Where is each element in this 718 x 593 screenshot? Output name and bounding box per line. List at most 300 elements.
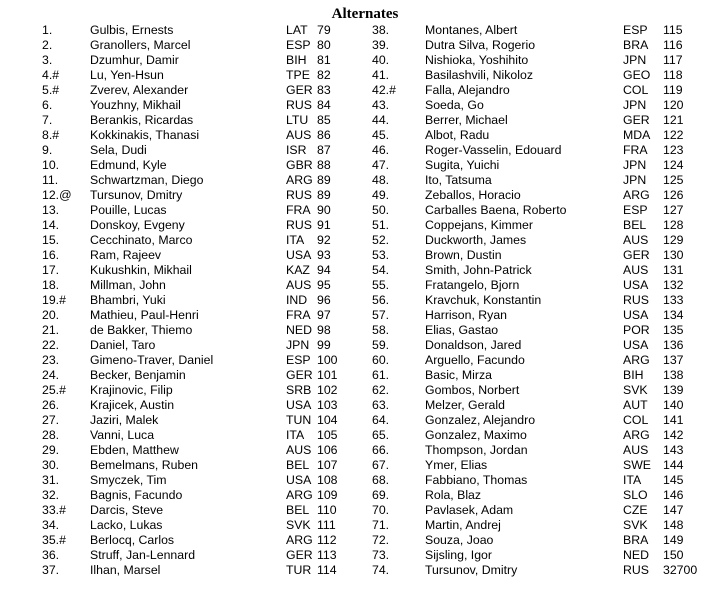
entry-number: 32. [42,488,60,502]
country-code: GER [623,248,650,262]
table-row [4,413,703,428]
ranking: 128 [663,218,684,232]
table-row [4,518,703,533]
country-code: ESP [286,38,311,52]
country-code: GER [286,548,313,562]
country-code: USA [286,248,312,262]
table-row [4,443,703,458]
country-code: RUS [286,218,312,232]
player-name: Ito, Tatsuma [425,173,492,187]
ranking: 94 [317,263,331,277]
entry-number: 22. [42,338,60,352]
country-code: ARG [286,173,313,187]
player-name: Vanni, Luca [90,428,155,442]
country-code: BIH [286,53,307,67]
player-name: Basilashvili, Nikoloz [425,68,533,82]
entry-number: 35.# [42,533,66,547]
table-row [4,98,703,113]
entry-number: 68. [372,473,390,487]
country-code: BIH [623,368,644,382]
country-code: AUS [286,443,312,457]
player-name: Ilhan, Marsel [90,563,161,577]
entry-number: 67. [372,458,390,472]
ranking: 99 [317,338,331,352]
country-code: JPN [623,173,647,187]
player-name: Krajinovic, Filip [90,383,173,397]
entry-number: 58. [372,323,390,337]
ranking: 110 [317,503,337,517]
entry-number: 43. [372,98,390,112]
ranking: 105 [317,428,338,442]
ranking: 91 [317,218,331,232]
ranking: 148 [663,518,684,532]
country-code: JPN [286,338,310,352]
player-name: Edmund, Kyle [90,158,167,172]
ranking: 132 [663,278,684,292]
table-row [4,428,703,443]
ranking: 134 [663,308,684,322]
player-name: Smyczek, Tim [90,473,167,487]
ranking: 113 [317,548,337,562]
player-name: Mathieu, Paul-Henri [90,308,199,322]
entry-number: 62. [372,383,390,397]
country-code: JPN [623,53,647,67]
player-name: Jaziri, Malek [90,413,159,427]
table-row [4,293,703,308]
player-name: Nishioka, Yoshihito [425,53,529,67]
table-row [4,53,703,68]
player-name: Thompson, Jordan [425,443,528,457]
entry-number: 66. [372,443,390,457]
ranking: 130 [663,248,684,262]
country-code: ISR [286,143,307,157]
ranking: 139 [663,383,684,397]
country-code: COL [623,413,649,427]
table-row [4,398,703,413]
ranking: 145 [663,473,684,487]
entry-number: 39. [372,38,390,52]
country-code: GER [286,83,313,97]
player-name: Sela, Dudi [90,143,147,157]
player-name: Granollers, Marcel [90,38,191,52]
country-code: ITA [623,473,642,487]
player-name: Albot, Radu [425,128,490,142]
player-name: Dzumhur, Damir [90,53,179,67]
player-name: Pavlasek, Adam [425,503,514,517]
entry-number: 59. [372,338,390,352]
player-name: Gimeno-Traver, Daniel [90,353,214,367]
entry-number: 61. [372,368,390,382]
country-code: GBR [286,158,313,172]
entry-number: 33.# [42,503,66,517]
player-name: Souza, Joao [425,533,494,547]
ranking: 120 [663,98,684,112]
country-code: RUS [623,293,649,307]
player-name: Smith, John-Patrick [425,263,532,277]
ranking: 127 [663,203,684,217]
ranking: 142 [663,428,684,442]
player-name: Ram, Rajeev [90,248,162,262]
player-name: Dutra Silva, Rogerio [425,38,536,52]
country-code: AUT [623,398,648,412]
ranking: 107 [317,458,338,472]
entry-number: 10. [42,158,60,172]
entry-number: 26. [42,398,60,412]
country-code: USA [623,308,649,322]
table-row [4,263,703,278]
entry-number: 34. [42,518,60,532]
country-code: JPN [623,98,647,112]
table-row [4,113,703,128]
ranking: 90 [317,203,331,217]
player-name: Tursunov, Dmitry [90,188,183,202]
country-code: SLO [623,488,648,502]
country-code: FRA [623,143,648,157]
ranking: 92 [317,233,331,247]
entry-number: 20. [42,308,60,322]
table-row [4,308,703,323]
entry-number: 15. [42,233,60,247]
country-code: JPN [623,158,647,172]
country-code: IND [286,293,308,307]
table-row [4,173,703,188]
ranking: 96 [317,293,331,307]
entry-number: 21. [42,323,60,337]
table-row [4,353,703,368]
entry-number: 4.# [42,68,60,82]
player-name: Carballes Baena, Roberto [425,203,567,217]
player-name: Gulbis, Ernests [90,23,174,37]
table-row [4,143,703,158]
entry-number: 57. [372,308,390,322]
table-row [4,83,703,98]
ranking: 93 [317,248,331,262]
player-name: Gonzalez, Alejandro [425,413,536,427]
ranking: 135 [663,323,684,337]
country-code: ARG [623,188,650,202]
entry-number: 27. [42,413,60,427]
entry-number: 41. [372,68,390,82]
ranking: 122 [663,128,684,142]
country-code: ESP [286,353,311,367]
table-row [4,203,703,218]
entry-number: 42.# [372,83,396,97]
player-name: Martin, Andrej [425,518,501,532]
country-code: CZE [623,503,648,517]
country-code: USA [623,278,649,292]
player-name: Donaldson, Jared [425,338,522,352]
entry-number: 12.@ [42,188,72,202]
entry-number: 60. [372,353,390,367]
table-row [4,323,703,338]
ranking: 79 [317,23,331,37]
entry-number: 47. [372,158,390,172]
ranking: 83 [317,83,331,97]
ranking: 114 [317,563,337,577]
ranking: 126 [663,188,684,202]
page-title: Alternates [331,6,399,22]
table-row [4,563,703,578]
ranking: 98 [317,323,331,337]
table-row [4,23,703,38]
ranking: 117 [663,53,683,67]
country-code: GEO [623,68,651,82]
country-code: AUS [286,278,312,292]
entry-number: 71. [372,518,390,532]
entry-number: 13. [42,203,60,217]
country-code: FRA [286,308,311,322]
country-code: ARG [286,533,313,547]
entry-number: 36. [42,548,60,562]
player-name: Roger-Vasselin, Edouard [425,143,562,157]
entry-number: 29. [42,443,60,457]
ranking: 140 [663,398,684,412]
ranking: 133 [663,293,684,307]
table-row [4,68,703,83]
entry-number: 44. [372,113,390,127]
ranking: 100 [317,353,338,367]
country-code: NED [623,548,649,562]
ranking: 95 [317,278,331,292]
player-name: Sijsling, Igor [425,548,492,562]
player-name: Sugita, Yuichi [425,158,500,172]
entry-number: 7. [42,113,53,127]
player-name: Darcis, Steve [90,503,164,517]
country-code: USA [623,338,649,352]
entry-number: 5.# [42,83,60,97]
country-code: USA [286,398,312,412]
country-code: BRA [623,533,649,547]
player-name: Montanes, Albert [425,23,518,37]
entry-number: 50. [372,203,390,217]
entry-number: 52. [372,233,390,247]
player-name: Harrison, Ryan [425,308,508,322]
country-code: POR [623,323,650,337]
table-row [4,218,703,233]
player-name: Struff, Jan-Lennard [90,548,196,562]
player-name: Falla, Alejandro [425,83,510,97]
entry-number: 63. [372,398,390,412]
ranking: 149 [663,533,684,547]
country-code: TPE [286,68,310,82]
country-code: SRB [286,383,312,397]
player-name: Brown, Dustin [425,248,502,262]
country-code: ARG [286,488,313,502]
ranking: 123 [663,143,684,157]
entry-number: 69. [372,488,390,502]
ranking: 147 [663,503,684,517]
table-row [4,233,703,248]
country-code: ITA [286,428,305,442]
country-code: KAZ [286,263,310,277]
entry-number: 30. [42,458,60,472]
ranking: 137 [663,353,684,367]
player-name: Gombos, Norbert [425,383,520,397]
ranking: 88 [317,158,331,172]
entry-number: 55. [372,278,390,292]
table-row [4,473,703,488]
table-row [4,533,703,548]
ranking: 109 [317,488,338,502]
country-code: BEL [286,503,310,517]
player-name: Fratangelo, Bjorn [425,278,520,292]
ranking: 150 [663,548,684,562]
table-row [4,338,703,353]
country-code: AUS [623,263,649,277]
entry-number: 3. [42,53,53,67]
ranking: 144 [663,458,684,472]
player-name: Ebden, Matthew [90,443,179,457]
country-code: COL [623,83,649,97]
entry-number: 11. [42,173,59,187]
entry-number: 19.# [42,293,66,307]
country-code: TUR [286,563,312,577]
entry-number: 38. [372,23,390,37]
entry-number: 45. [372,128,390,142]
ranking: 103 [317,398,338,412]
player-name: Lu, Yen-Hsun [90,68,164,82]
ranking: 131 [663,263,684,277]
player-name: Coppejans, Kimmer [425,218,533,232]
ranking: 102 [317,383,338,397]
table-row [4,248,703,263]
player-name: Krajicek, Austin [90,398,175,412]
player-name: Fabbiano, Thomas [425,473,528,487]
country-code: NED [286,323,312,337]
country-code: BRA [623,38,649,52]
table-row [4,488,703,503]
entry-number: 18. [42,278,60,292]
country-code: LAT [286,23,308,37]
player-name: Schwartzman, Diego [90,173,204,187]
ranking: 32700 [663,563,698,577]
country-code: RUS [286,188,312,202]
player-name: Zeballos, Horacio [425,188,521,202]
country-code: SVK [623,383,648,397]
entry-number: 74. [372,563,390,577]
country-code: ITA [286,233,305,247]
ranking: 141 [663,413,684,427]
table-row [4,128,703,143]
player-name: Arguello, Facundo [425,353,525,367]
ranking: 125 [663,173,684,187]
player-name: Ymer, Elias [425,458,488,472]
ranking: 143 [663,443,684,457]
entry-number: 24. [42,368,60,382]
entry-number: 6. [42,98,53,112]
player-name: Berankis, Ricardas [90,113,194,127]
entry-number: 31. [42,473,60,487]
country-code: ESP [623,23,648,37]
country-code: GER [623,113,650,127]
player-name: Berlocq, Carlos [90,533,175,547]
entry-number: 49. [372,188,390,202]
table-row [4,383,703,398]
player-name: Duckworth, James [425,233,527,247]
player-name: Pouille, Lucas [90,203,167,217]
ranking: 124 [663,158,684,172]
country-code: ARG [623,353,650,367]
ranking: 146 [663,488,684,502]
table-row [4,278,703,293]
country-code: AUS [623,443,649,457]
country-code: SVK [623,518,648,532]
table-row [4,158,703,173]
ranking: 85 [317,113,331,127]
player-name: Donskoy, Evgeny [90,218,185,232]
entry-number: 1. [42,23,53,37]
ranking: 87 [317,143,331,157]
player-name: Lacko, Lukas [90,518,163,532]
ranking: 81 [317,53,331,67]
player-name: Kukushkin, Mikhail [90,263,192,277]
ranking: 121 [663,113,684,127]
alternates-table [4,23,703,578]
player-name: Kravchuk, Konstantin [425,293,542,307]
entry-number: 40. [372,53,390,67]
entry-number: 23. [42,353,60,367]
country-code: MDA [623,128,651,142]
player-name: Daniel, Taro [90,338,156,352]
player-name: Bemelmans, Ruben [90,458,198,472]
ranking: 106 [317,443,338,457]
country-code: TUN [286,413,312,427]
entry-number: 25.# [42,383,66,397]
ranking: 116 [663,38,683,52]
country-code: FRA [286,203,311,217]
player-name: Elias, Gastao [425,323,499,337]
table-row [4,368,703,383]
ranking: 111 [317,518,336,532]
entry-number: 64. [372,413,390,427]
country-code: SWE [623,458,652,472]
player-name: Berrer, Michael [425,113,508,127]
entry-number: 46. [372,143,390,157]
ranking: 89 [317,173,331,187]
entry-number: 54. [372,263,390,277]
player-name: Youzhny, Mikhail [90,98,181,112]
entry-number: 70. [372,503,390,517]
table-row [4,38,703,53]
player-name: Melzer, Gerald [425,398,505,412]
player-name: Rola, Blaz [425,488,482,502]
country-code: RUS [286,98,312,112]
country-code: BEL [286,458,310,472]
ranking: 101 [317,368,338,382]
country-code: LTU [286,113,309,127]
ranking: 97 [317,308,331,322]
entry-number: 72. [372,533,390,547]
country-code: SVK [286,518,311,532]
ranking: 89 [317,188,331,202]
ranking: 115 [663,23,683,37]
table-row [4,503,703,518]
player-name: Basic, Mirza [425,368,492,382]
ranking: 104 [317,413,338,427]
player-name: Kokkinakis, Thanasi [90,128,200,142]
ranking: 112 [317,533,337,547]
entry-number: 53. [372,248,390,262]
player-name: Becker, Benjamin [90,368,186,382]
player-name: Tursunov, Dmitry [425,563,518,577]
country-code: ARG [623,428,650,442]
table-row [4,548,703,563]
country-code: AUS [623,233,649,247]
entry-number: 9. [42,143,53,157]
ranking: 82 [317,68,331,82]
table-row [4,458,703,473]
player-name: de Bakker, Thiemo [90,323,193,337]
